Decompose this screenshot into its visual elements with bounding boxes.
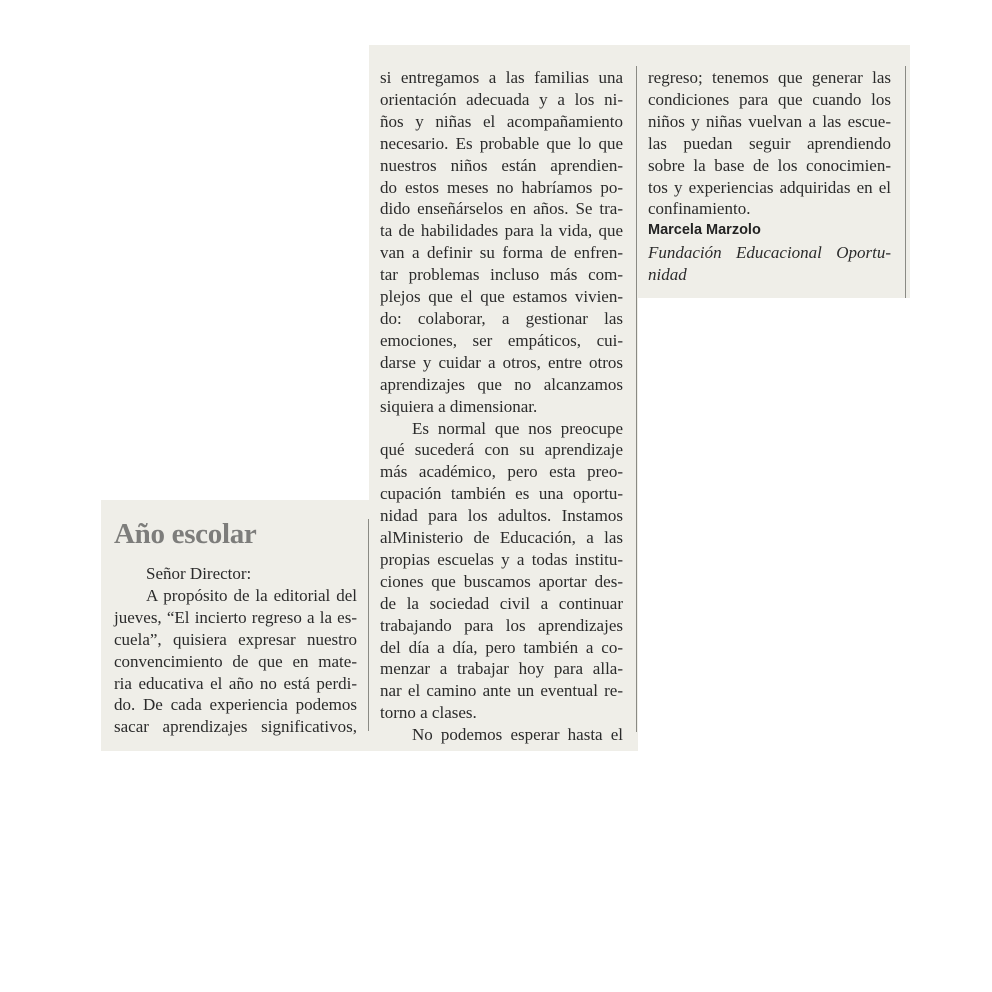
text-line: convencimiento de que en mate- — [114, 651, 357, 671]
text-line: do. De cada experiencia podemos — [114, 695, 357, 715]
article-column-3 — [648, 67, 891, 286]
text-line: sobre la base de los conocimien- — [648, 155, 891, 175]
text-line: ria educativa el año no está perdi- — [114, 673, 357, 693]
text-line: las puedan seguir aprendiendo — [648, 133, 891, 153]
text-line: dido enseñárselos en años. Se tra- — [380, 199, 623, 219]
text-line: ños y niñas el acompañamiento — [380, 111, 623, 131]
text-line: condiciones para que cuando los — [648, 89, 891, 109]
text-line: más académico, pero esta preo- — [380, 462, 623, 482]
text-line: alMinisterio de Educación, a las — [380, 528, 623, 548]
text-line: sacar aprendizajes significativos, — [114, 717, 357, 737]
text-line: cuela”, quisiera expresar nuestro — [114, 629, 357, 649]
text-line: confinamiento. — [648, 199, 751, 219]
text-line: niños y niñas vuelvan a las escue- — [648, 111, 891, 131]
text-line: regreso; tenemos que generar las — [648, 68, 891, 87]
text-line: qué sucederá con su aprendizaje — [380, 440, 623, 460]
text-line: menzar a trabajar hoy para alla- — [380, 659, 623, 679]
text-line: Es normal que nos preocupe — [412, 418, 623, 438]
text-line: propias escuelas y a todas institu- — [380, 549, 623, 569]
text-line: Señor Director: — [146, 564, 252, 583]
article-column-1 — [114, 563, 357, 738]
text-line: tar problemas incluso más com- — [380, 265, 623, 285]
text-line: do estos meses no habríamos po- — [380, 177, 623, 197]
text-line: cupación también es una oportu- — [380, 484, 623, 504]
text-line: ciones que buscamos aportar des- — [380, 571, 623, 591]
text-line: nar el camino ante un eventual re- — [380, 681, 623, 701]
text-line: nidad para los adultos. Instamos — [380, 506, 623, 526]
text-line: del día a día, pero también a co- — [380, 637, 623, 657]
column-divider-2 — [636, 66, 637, 732]
signature-org-line-1: Fundación Educacional Oportu- — [648, 243, 891, 263]
article-column-2 — [380, 67, 623, 746]
text-line: No podemos esperar hasta el — [412, 725, 623, 745]
text-line: torno a clases. — [380, 703, 477, 723]
text-line: emociones, ser empáticos, cui- — [380, 330, 623, 350]
column-divider-3 — [905, 66, 906, 298]
text-line: do: colaborar, a gestionar las — [380, 308, 623, 328]
column-divider-1 — [368, 519, 369, 731]
text-line: plejos que el que estamos vivien- — [380, 287, 623, 307]
signature-org-line-2: nidad — [648, 265, 687, 285]
text-line: siquiera a dimensionar. — [380, 396, 538, 416]
text-line: nuestros niños están aprendien- — [380, 155, 623, 175]
text-line: trabajando para los aprendizajes — [380, 615, 623, 635]
text-line: van a definir su forma de enfren- — [380, 243, 623, 263]
text-line: orientación adecuada y a los ni- — [380, 89, 623, 109]
text-line: si entregamos a las familias una — [380, 68, 623, 87]
text-line: A propósito de la editorial del — [146, 585, 357, 605]
text-line: necesario. Es probable que lo que — [380, 133, 623, 153]
article-title: Año escolar — [114, 518, 257, 550]
text-line: ta de habilidades para la vida, que — [380, 221, 623, 241]
text-line: aprendizajes que no alcanzamos — [380, 374, 623, 394]
text-line: darse y cuidar a otros, entre otros — [380, 352, 623, 372]
text-line: de la sociedad civil a continuar — [380, 593, 623, 613]
text-line: tos y experiencias adquiridas en el — [648, 177, 891, 197]
signature-name: Marcela Marzolo — [648, 222, 761, 239]
text-line: jueves, “El incierto regreso a la es- — [114, 607, 357, 627]
